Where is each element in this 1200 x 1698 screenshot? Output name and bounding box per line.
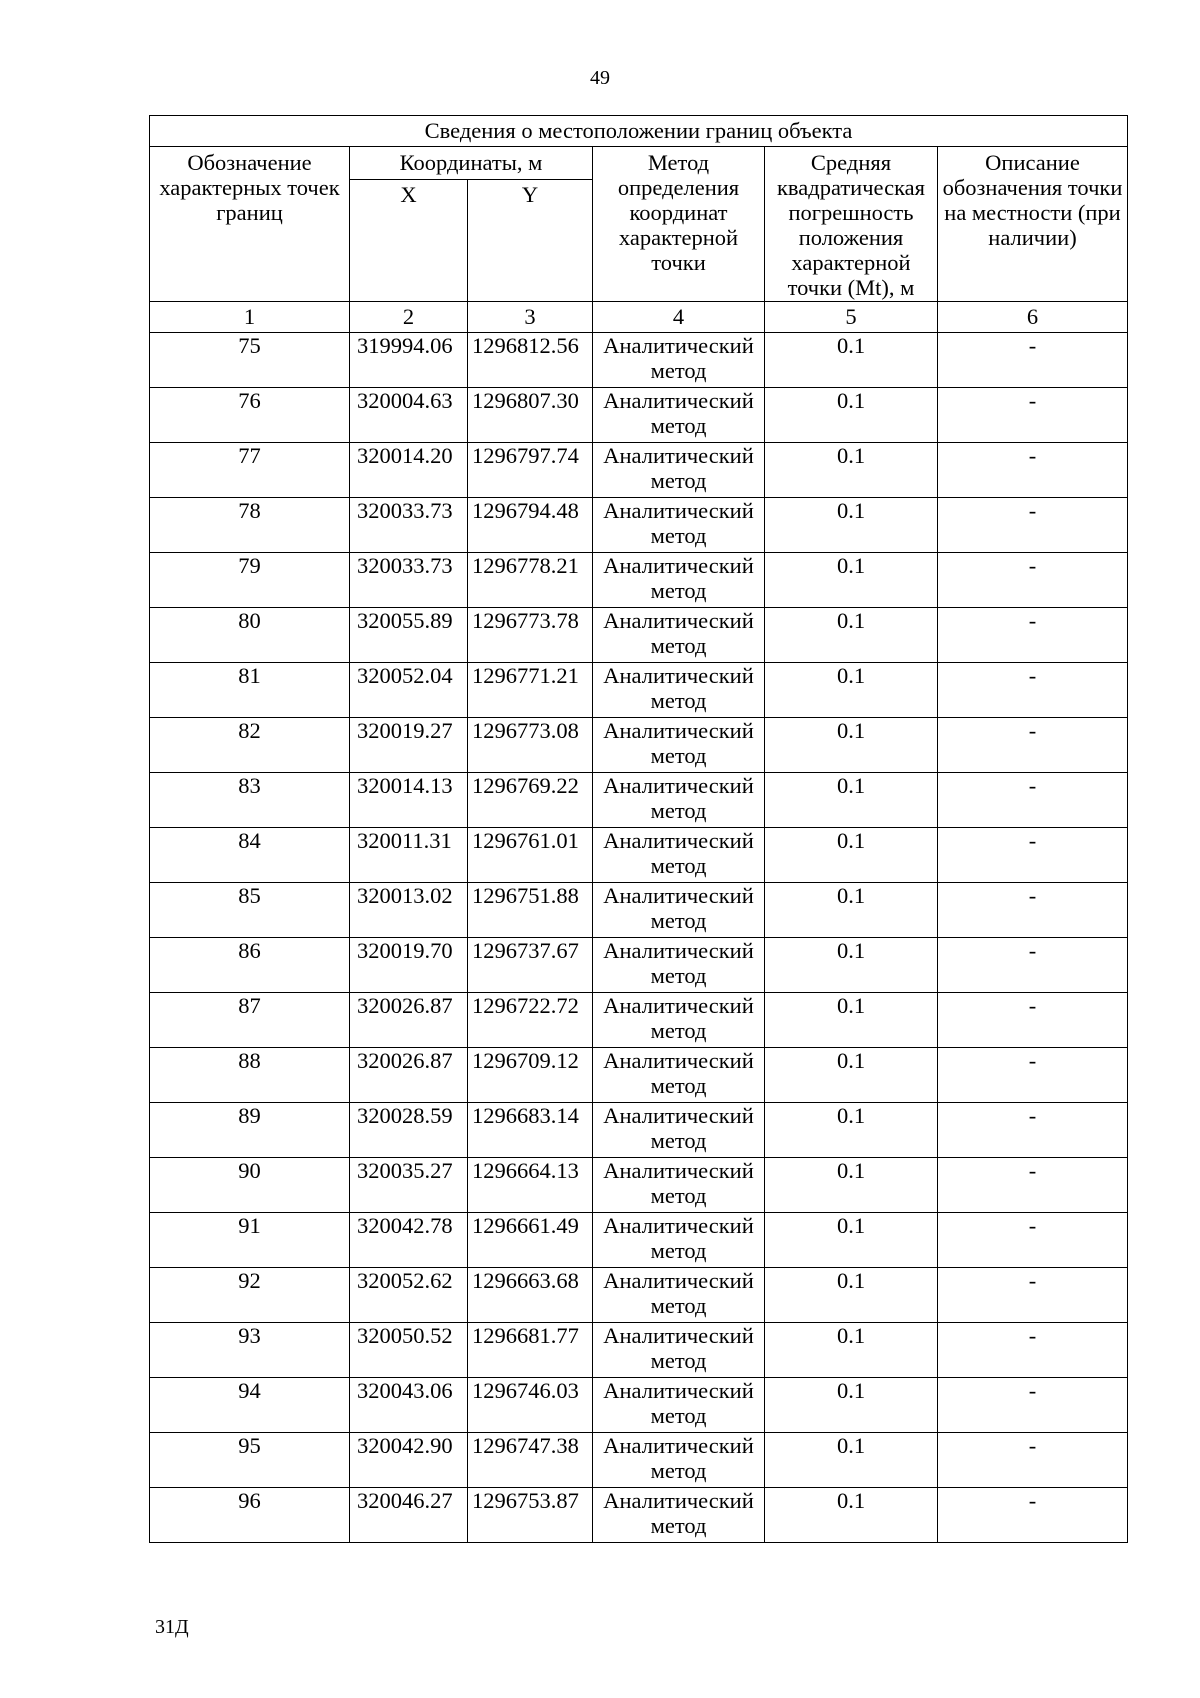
cell-point: 86	[150, 938, 350, 993]
table-header-row	[150, 147, 1128, 180]
cell-point: 94	[150, 1378, 350, 1433]
table-row	[150, 663, 1128, 718]
cell-error: 0.1	[765, 1158, 938, 1213]
cell-error: 0.1	[765, 333, 938, 388]
cell-point: 87	[150, 993, 350, 1048]
cell-description: -	[938, 608, 1128, 663]
cell-error: 0.1	[765, 1433, 938, 1488]
cell-x: 320019.70	[350, 938, 468, 993]
cell-x: 320052.62	[350, 1268, 468, 1323]
cell-y: 1296769.22	[468, 773, 593, 828]
cell-point: 88	[150, 1048, 350, 1103]
cell-description: -	[938, 1433, 1128, 1488]
cell-x: 320011.31	[350, 828, 468, 883]
cell-x: 320046.27	[350, 1488, 468, 1543]
table-row	[150, 1158, 1128, 1213]
cell-point: 85	[150, 883, 350, 938]
cell-method: Аналитический метод	[593, 1433, 765, 1488]
header-point: Обозначение характерных точек границ	[150, 147, 350, 302]
cell-x: 320026.87	[350, 993, 468, 1048]
cell-point: 81	[150, 663, 350, 718]
cell-y: 1296681.77	[468, 1323, 593, 1378]
cell-x: 320004.63	[350, 388, 468, 443]
header-error: Средняя квадратическая погрешность положения характерной точки (Mt), м	[765, 147, 938, 302]
cell-description: -	[938, 938, 1128, 993]
column-number: 3	[468, 302, 593, 333]
cell-error: 0.1	[765, 498, 938, 553]
table-title: Сведения о местоположении границ объекта	[150, 116, 1128, 147]
cell-error: 0.1	[765, 718, 938, 773]
cell-y: 1296746.03	[468, 1378, 593, 1433]
cell-error: 0.1	[765, 828, 938, 883]
cell-point: 83	[150, 773, 350, 828]
cell-method: Аналитический метод	[593, 498, 765, 553]
cell-point: 90	[150, 1158, 350, 1213]
cell-description: -	[938, 388, 1128, 443]
cell-description: -	[938, 498, 1128, 553]
column-number: 4	[593, 302, 765, 333]
table-row	[150, 1103, 1128, 1158]
cell-description: -	[938, 663, 1128, 718]
cell-point: 76	[150, 388, 350, 443]
cell-method: Аналитический метод	[593, 553, 765, 608]
cell-point: 82	[150, 718, 350, 773]
cell-method: Аналитический метод	[593, 1158, 765, 1213]
table-row	[150, 883, 1128, 938]
cell-x: 320042.90	[350, 1433, 468, 1488]
table-row	[150, 553, 1128, 608]
cell-description: -	[938, 1323, 1128, 1378]
column-number-row	[150, 302, 1128, 333]
cell-y: 1296807.30	[468, 388, 593, 443]
header-description: Описание обозначения точки на местности (при наличии)	[938, 147, 1128, 302]
cell-x: 320028.59	[350, 1103, 468, 1158]
cell-error: 0.1	[765, 993, 938, 1048]
cell-y: 1296722.72	[468, 993, 593, 1048]
cell-point: 84	[150, 828, 350, 883]
table-row	[150, 498, 1128, 553]
cell-x: 320055.89	[350, 608, 468, 663]
table-row	[150, 1433, 1128, 1488]
cell-error: 0.1	[765, 1378, 938, 1433]
cell-error: 0.1	[765, 388, 938, 443]
table-row	[150, 773, 1128, 828]
table-row	[150, 718, 1128, 773]
cell-description: -	[938, 1268, 1128, 1323]
column-number: 5	[765, 302, 938, 333]
cell-method: Аналитический метод	[593, 773, 765, 828]
cell-method: Аналитический метод	[593, 718, 765, 773]
cell-method: Аналитический метод	[593, 828, 765, 883]
table-row	[150, 1323, 1128, 1378]
cell-x: 320042.78	[350, 1213, 468, 1268]
cell-error: 0.1	[765, 443, 938, 498]
cell-method: Аналитический метод	[593, 1378, 765, 1433]
cell-description: -	[938, 333, 1128, 388]
cell-y: 1296664.13	[468, 1158, 593, 1213]
cell-y: 1296737.67	[468, 938, 593, 993]
cell-description: -	[938, 718, 1128, 773]
boundary-coordinates-table-wrapper	[149, 115, 1128, 1543]
cell-y: 1296683.14	[468, 1103, 593, 1158]
cell-x: 320035.27	[350, 1158, 468, 1213]
cell-error: 0.1	[765, 1048, 938, 1103]
cell-x: 320033.73	[350, 498, 468, 553]
cell-description: -	[938, 1213, 1128, 1268]
table-row	[150, 993, 1128, 1048]
cell-method: Аналитический метод	[593, 333, 765, 388]
table-row	[150, 1268, 1128, 1323]
cell-description: -	[938, 443, 1128, 498]
cell-method: Аналитический метод	[593, 1268, 765, 1323]
cell-method: Аналитический метод	[593, 1048, 765, 1103]
cell-error: 0.1	[765, 773, 938, 828]
cell-x: 320026.87	[350, 1048, 468, 1103]
cell-error: 0.1	[765, 1103, 938, 1158]
header-x: X	[350, 180, 468, 302]
cell-method: Аналитический метод	[593, 443, 765, 498]
cell-description: -	[938, 883, 1128, 938]
cell-error: 0.1	[765, 553, 938, 608]
cell-method: Аналитический метод	[593, 608, 765, 663]
cell-point: 91	[150, 1213, 350, 1268]
cell-method: Аналитический метод	[593, 1323, 765, 1378]
cell-x: 320033.73	[350, 553, 468, 608]
cell-x: 320019.27	[350, 718, 468, 773]
cell-y: 1296773.08	[468, 718, 593, 773]
cell-y: 1296797.74	[468, 443, 593, 498]
cell-y: 1296794.48	[468, 498, 593, 553]
cell-y: 1296761.01	[468, 828, 593, 883]
cell-point: 92	[150, 1268, 350, 1323]
cell-x: 320014.20	[350, 443, 468, 498]
cell-method: Аналитический метод	[593, 388, 765, 443]
cell-description: -	[938, 553, 1128, 608]
cell-description: -	[938, 828, 1128, 883]
cell-y: 1296663.68	[468, 1268, 593, 1323]
column-number: 1	[150, 302, 350, 333]
cell-description: -	[938, 1103, 1128, 1158]
cell-y: 1296773.78	[468, 608, 593, 663]
cell-error: 0.1	[765, 1213, 938, 1268]
cell-point: 89	[150, 1103, 350, 1158]
cell-method: Аналитический метод	[593, 883, 765, 938]
header-y: Y	[468, 180, 593, 302]
cell-error: 0.1	[765, 1488, 938, 1543]
cell-method: Аналитический метод	[593, 1488, 765, 1543]
cell-point: 93	[150, 1323, 350, 1378]
table-row	[150, 828, 1128, 883]
table-row	[150, 1378, 1128, 1433]
cell-error: 0.1	[765, 938, 938, 993]
cell-x: 320050.52	[350, 1323, 468, 1378]
header-method: Метод определения координат характерной точки	[593, 147, 765, 302]
cell-method: Аналитический метод	[593, 1213, 765, 1268]
cell-x: 320052.04	[350, 663, 468, 718]
cell-error: 0.1	[765, 663, 938, 718]
page-number: 49	[590, 67, 610, 89]
table-row	[150, 1048, 1128, 1103]
cell-point: 77	[150, 443, 350, 498]
cell-method: Аналитический метод	[593, 938, 765, 993]
cell-y: 1296812.56	[468, 333, 593, 388]
cell-error: 0.1	[765, 1268, 938, 1323]
cell-point: 80	[150, 608, 350, 663]
table-row	[150, 388, 1128, 443]
cell-x: 320013.02	[350, 883, 468, 938]
column-number: 6	[938, 302, 1128, 333]
cell-method: Аналитический метод	[593, 993, 765, 1048]
cell-y: 1296771.21	[468, 663, 593, 718]
cell-point: 79	[150, 553, 350, 608]
table-row	[150, 608, 1128, 663]
cell-point: 95	[150, 1433, 350, 1488]
cell-x: 320043.06	[350, 1378, 468, 1433]
cell-y: 1296709.12	[468, 1048, 593, 1103]
cell-description: -	[938, 773, 1128, 828]
cell-point: 78	[150, 498, 350, 553]
table-row	[150, 1213, 1128, 1268]
cell-y: 1296751.88	[468, 883, 593, 938]
cell-description: -	[938, 1048, 1128, 1103]
table-row	[150, 443, 1128, 498]
cell-point: 96	[150, 1488, 350, 1543]
cell-description: -	[938, 1158, 1128, 1213]
cell-y: 1296747.38	[468, 1433, 593, 1488]
table-row	[150, 1488, 1128, 1543]
boundary-coordinates-table	[149, 115, 1128, 1543]
cell-x: 319994.06	[350, 333, 468, 388]
cell-description: -	[938, 1378, 1128, 1433]
cell-y: 1296661.49	[468, 1213, 593, 1268]
cell-method: Аналитический метод	[593, 1103, 765, 1158]
cell-description: -	[938, 993, 1128, 1048]
cell-error: 0.1	[765, 1323, 938, 1378]
header-coordinates: Координаты, м	[350, 147, 593, 180]
cell-error: 0.1	[765, 883, 938, 938]
document-code: 31Д	[155, 1616, 189, 1638]
cell-description: -	[938, 1488, 1128, 1543]
cell-y: 1296778.21	[468, 553, 593, 608]
cell-method: Аналитический метод	[593, 663, 765, 718]
table-row	[150, 333, 1128, 388]
cell-error: 0.1	[765, 608, 938, 663]
cell-y: 1296753.87	[468, 1488, 593, 1543]
column-number: 2	[350, 302, 468, 333]
table-row	[150, 938, 1128, 993]
cell-x: 320014.13	[350, 773, 468, 828]
table-title-row	[150, 116, 1128, 147]
cell-point: 75	[150, 333, 350, 388]
